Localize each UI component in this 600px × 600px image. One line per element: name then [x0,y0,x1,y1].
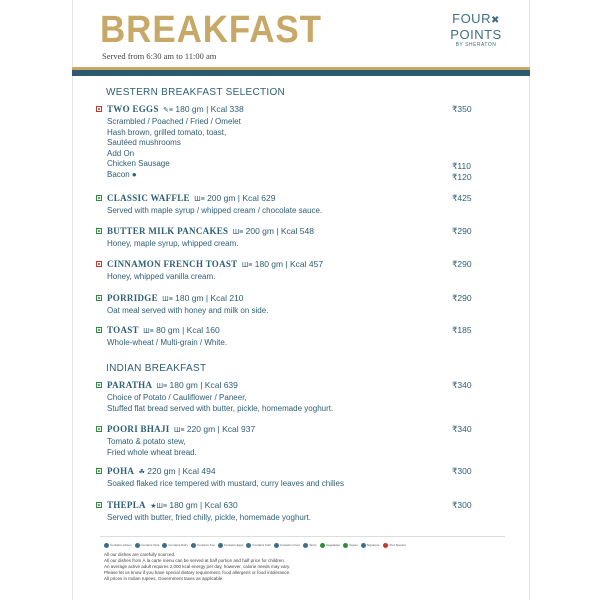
header-dark-bar [72,70,530,76]
menu-item-toast [96,325,476,351]
item-name: POORI BHAJI [107,424,170,434]
non-veg-icon [96,106,102,112]
item-price: ₹340 [452,380,472,390]
item-name-line [107,259,323,271]
desc-line: Chicken Sausage [107,159,170,168]
note-line: An average active adult requires 2,000 kcal energy per day, however, calorie needs may vary. [104,564,291,569]
item-description: Served with butter, fried chilly, pickle, homemade yoghurt. [107,513,311,522]
item-name-line [107,466,216,478]
item-name-line [107,193,275,205]
veg-icon [96,382,102,388]
veg-icon [96,426,102,432]
dietary-icons: Ш≡ [156,383,168,390]
item-name: THEPLA [107,500,146,510]
legend-item: Contains Dairy [162,543,188,548]
dietary-icons: ✎≡ [163,107,173,114]
legend-item: Spicy [303,543,316,548]
desc-line: Add On [107,148,135,158]
desc-line: Scrambled / Poached / Fried / Omelet [107,117,241,126]
menu-item-porridge [96,293,476,319]
desc-line: Choice of Potato / Cauliflower / Paneer, [107,393,247,402]
non-veg-icon [96,261,102,267]
item-name: PARATHA [107,380,153,390]
item-name-line [107,424,255,436]
legend-item: Contains Eggs [218,543,244,548]
served-hours: Served from 6:30 am to 11:00 am [102,51,217,61]
dietary-icons: Ш≡ [241,262,253,269]
legend-item: Contains Crust. [274,543,301,548]
dairy-icon [162,543,167,548]
fish-icon [246,543,251,548]
item-meta: 180 gm | Kcal 338 [175,104,244,114]
desc-line: Sautéed mushrooms [107,138,181,147]
item-name: PORRIDGE [107,293,158,303]
crustacean-icon [274,543,279,548]
item-name-line [107,380,238,392]
signature-icon [361,543,366,548]
veg-icon [96,502,102,508]
item-name-line [107,104,244,116]
legend-item: Contains Nuts [135,543,160,548]
veg-icon [96,195,102,201]
menu-item-french-toast [96,259,476,285]
item-meta: 80 gm | Kcal 160 [156,325,220,335]
item-description: Oat meal served with honey and milk on side. [107,306,269,315]
four-points-logo [446,12,506,49]
menu-item-poha [96,466,476,492]
veg-icon [96,228,102,234]
item-name: POHA [107,466,135,476]
footer-divider [100,536,505,537]
dietary-icons: Ш≡ [194,196,205,203]
menu-item-two-eggs [96,104,476,184]
item-price: ₹290 [452,226,472,236]
eggs-icon [218,543,223,548]
item-meta: 220 gm | Kcal 937 [186,424,256,434]
logo-line-1: FOUR✖ [452,11,500,26]
dietary-icons: Ш≡ [143,328,154,335]
addon-price-sausage: ₹110 [452,161,471,171]
desc-line: Bacon ● [107,169,137,179]
legend-item: Contains Gluten [104,543,132,548]
addon-price-bacon: ₹120 [452,172,472,182]
item-description: Whole-wheat / Multi-grain / White. [107,338,228,347]
item-description: Honey, whipped vanilla cream. [107,272,216,281]
veg-icon [96,468,102,474]
page-title: BREAKFAST [100,9,322,51]
item-price: ₹340 [452,424,472,434]
item-name-line [107,293,244,305]
veg-icon [96,327,102,333]
item-meta: 180 gm | Kcal 630 [169,500,238,510]
item-meta: 200 gm | Kcal 548 [245,226,314,236]
veg-icon [96,295,102,301]
vegan-icon [343,543,348,548]
legend-item: Vegetarian [320,543,340,548]
section-title-indian: INDIAN BREAKFAST [106,363,207,374]
legend-item: Contains Soy [191,543,215,548]
item-price: ₹350 [452,104,472,114]
item-meta: 180 gm | Kcal 457 [254,259,324,269]
vegetarian-icon [320,543,325,548]
item-meta: 180 gm | Kcal 210 [175,293,244,303]
legend-item: Signature [361,543,380,548]
logo-line-2: POINTS [450,27,502,42]
legend-item: Vegan [343,543,358,548]
menu-item-paratha [96,380,476,416]
desc-line: Hash brown, grilled tomato, toast, [107,127,227,137]
note-line: Please let us know if you have special dietary requirement, food allergens or food intolerance. [104,570,291,575]
item-meta: 180 gm | Kcal 639 [169,380,238,390]
item-name: TOAST [107,325,139,335]
item-price: ₹425 [452,193,472,203]
dietary-icons: Ш≡ [162,296,173,303]
menu-item-poori-bhaji [96,424,476,460]
note-line: All our dishes from À la carte menu can be served at half portion and half price for children. [104,558,286,563]
gluten-icon [104,543,109,548]
menu-item-classic-waffle [96,193,476,219]
item-price: ₹290 [452,293,472,303]
item-name-line [107,226,314,238]
dietary-icons: ★Ш≡ [150,503,167,510]
item-meta: 200 gm | Kcal 629 [207,193,276,203]
item-description [107,393,333,414]
legend-item: Contains Fish [246,543,270,548]
item-price: ₹300 [452,500,472,510]
footer-notes [104,552,290,582]
legend-item: Chef Special [383,543,406,548]
menu-item-thepla [96,500,476,526]
dietary-icons: Ш≡ [232,229,244,236]
section-title-western: WESTERN BREAKFAST SELECTION [106,87,286,98]
item-meta: 220 gm | Kcal 494 [147,466,216,476]
item-name: CLASSIC WAFFLE [107,193,190,203]
allergen-legend [104,540,504,550]
desc-line: Tomato & potato stew, [107,437,186,446]
item-description: Soaked flaked rice tempered with mustard, curry leaves and chilies [107,479,344,488]
desc-line: Fried whole wheat bread. [107,447,197,457]
item-name-line [107,500,238,512]
item-price: ₹300 [452,466,472,476]
soy-icon [191,543,196,548]
dietary-icons: Ш≡ [173,427,185,434]
dietary-icons: ☘ [138,469,145,476]
item-description: Honey, maple syrup, whipped cream. [107,239,239,248]
logo-line-3: BY SHERATON [455,42,497,48]
nuts-icon [135,543,140,548]
item-price: ₹290 [452,259,472,269]
menu-item-pancakes [96,226,476,252]
item-price: ₹185 [452,325,472,335]
item-name-line [107,325,220,337]
item-description: Served with maple syrup / whipped cream / chocolate sauce. [107,206,323,215]
item-description [107,437,197,458]
item-name: TWO EGGS [107,104,159,114]
item-name: BUTTER MILK PANCAKES [107,226,229,236]
chef-special-icon [383,543,388,548]
note-line: All prices in Indian rupees, Government taxes as applicable. [104,576,224,581]
item-description [107,117,241,180]
spicy-icon [303,543,308,548]
note-line: All our dishes are carefully sourced. [104,552,176,557]
desc-line: Stuffed flat bread served with butter, pickle, homemade yoghurt. [107,403,334,413]
item-name: CINNAMON FRENCH TOAST [107,259,238,269]
x-mark-icon: ✖ [490,15,500,26]
